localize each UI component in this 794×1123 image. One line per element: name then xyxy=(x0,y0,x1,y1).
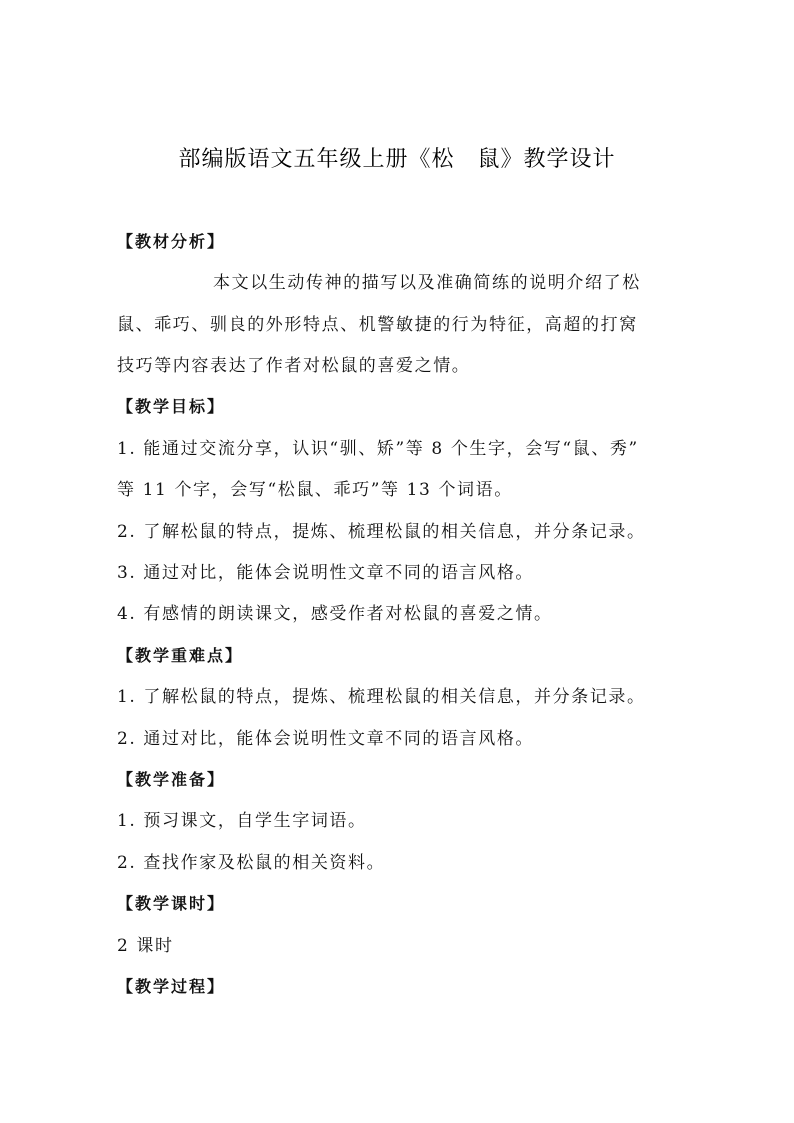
section-heading-preparation: 【教学准备】 xyxy=(117,770,226,789)
goals-line-4: 3. 通过对比，能体会说明性文章不同的语言风格。 xyxy=(117,563,535,583)
analysis-line-3: 技巧等内容表达了作者对松鼠的喜爱之情。 xyxy=(117,356,471,376)
goals-line-2: 等 11 个字，会写“松鼠、乖巧”等 13 个词语。 xyxy=(117,480,513,500)
goals-line-5: 4. 有感情的朗读课文，感受作者对松鼠的喜爱之情。 xyxy=(117,604,553,624)
goals-line-1: 1. 能通过交流分享，认识“驯、矫”等 8 个生字，会写“鼠、秀” xyxy=(117,439,639,459)
hours-line-1: 2 课时 xyxy=(117,936,174,956)
section-heading-hours: 【教学课时】 xyxy=(117,894,226,913)
key-points-line-2: 2. 通过对比，能体会说明性文章不同的语言风格。 xyxy=(117,729,535,749)
section-heading-process: 【教学过程】 xyxy=(117,977,226,996)
analysis-line-1: 本文以生动传神的描写以及准确简练的说明介绍了松 xyxy=(213,273,641,293)
document-title: 部编版语文五年级上册《松 鼠》教学设计 xyxy=(178,147,616,172)
section-heading-analysis: 【教材分析】 xyxy=(117,232,226,251)
section-heading-goals: 【教学目标】 xyxy=(117,397,226,416)
analysis-line-2: 鼠、乖巧、驯良的外形特点、机警敏捷的行为特征，高超的打窝 xyxy=(117,315,638,335)
preparation-line-2: 2. 查找作家及松鼠的相关资料。 xyxy=(117,853,386,873)
section-heading-key-points: 【教学重难点】 xyxy=(117,646,244,665)
key-points-line-1: 1. 了解松鼠的特点，提炼、梳理松鼠的相关信息，并分条记录。 xyxy=(117,687,646,707)
goals-line-3: 2. 了解松鼠的特点，提炼、梳理松鼠的相关信息，并分条记录。 xyxy=(117,522,646,542)
preparation-line-1: 1. 预习课文，自学生字词语。 xyxy=(117,811,367,831)
